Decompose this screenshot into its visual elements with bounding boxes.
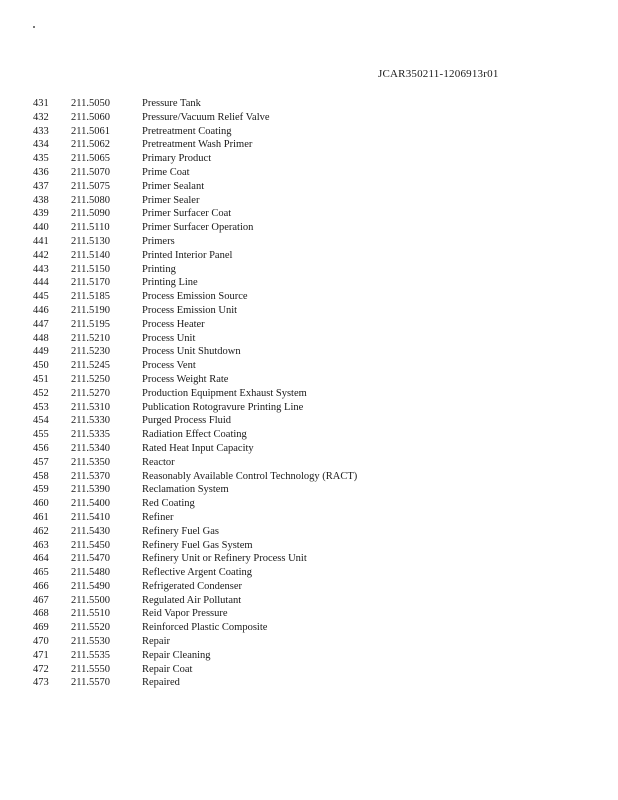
defined-term: Refinery Fuel Gas xyxy=(142,525,219,537)
entry-number: 466 xyxy=(33,580,49,592)
defined-term: Pretreatment Wash Primer xyxy=(142,139,253,151)
entry-number: 471 xyxy=(33,649,49,661)
entry-number: 457 xyxy=(33,456,49,468)
section-code: 211.5470 xyxy=(71,553,110,565)
entry-number: 448 xyxy=(33,332,49,344)
section-code: 211.5335 xyxy=(71,429,110,441)
section-code: 211.5050 xyxy=(71,98,110,109)
section-code: 211.5530 xyxy=(71,636,110,648)
section-code: 211.5500 xyxy=(71,594,110,606)
defined-term: Primers xyxy=(142,235,175,247)
defined-term: Repair Coat xyxy=(142,663,193,675)
entry-number: 433 xyxy=(33,125,49,137)
entry-number: 447 xyxy=(33,318,49,330)
section-code: 211.5520 xyxy=(71,622,110,634)
defined-term: Process Unit xyxy=(142,332,196,344)
entry-number: 465 xyxy=(33,567,49,579)
section-code: 211.5350 xyxy=(71,456,110,468)
entry-number: 454 xyxy=(33,415,49,427)
entry-number: 444 xyxy=(33,277,49,289)
defined-term: Publication Rotogravure Printing Line xyxy=(142,401,304,413)
defined-term: Prime Coat xyxy=(142,166,190,178)
entry-number: 463 xyxy=(33,539,49,551)
section-code: 211.5550 xyxy=(71,663,110,675)
section-code: 211.5570 xyxy=(71,677,110,689)
entry-number: 437 xyxy=(33,180,49,192)
defined-term: Regulated Air Pollutant xyxy=(142,594,242,606)
defined-term: Printing xyxy=(142,263,176,275)
defined-term: Pressure Tank xyxy=(142,98,201,109)
entry-number: 432 xyxy=(33,111,49,123)
defined-term: Process Heater xyxy=(142,318,205,330)
section-code: 211.5410 xyxy=(71,511,110,523)
entry-number: 434 xyxy=(33,139,49,151)
section-code: 211.5090 xyxy=(71,208,110,220)
defined-term: Primer Sealant xyxy=(142,180,205,192)
document-id: JCAR350211-1206913r01 xyxy=(378,68,499,80)
entry-number: 445 xyxy=(33,291,49,303)
entry-number: 470 xyxy=(33,636,49,648)
section-code: 211.5110 xyxy=(71,222,110,234)
entry-number: 464 xyxy=(33,553,49,565)
defined-term: Reclamation System xyxy=(142,484,229,496)
section-code: 211.5490 xyxy=(71,580,110,592)
defined-term: Pressure/Vacuum Relief Valve xyxy=(142,111,270,123)
section-code: 211.5130 xyxy=(71,235,110,247)
section-code: 211.5065 xyxy=(71,153,110,165)
entry-number: 435 xyxy=(33,153,49,165)
section-code: 211.5210 xyxy=(71,332,110,344)
entry-number: 472 xyxy=(33,663,49,675)
defined-term: Process Weight Rate xyxy=(142,373,229,385)
defined-term: Production Equipment Exhaust System xyxy=(142,387,307,399)
entry-number: 473 xyxy=(33,677,49,689)
entry-number: 451 xyxy=(33,373,49,385)
entry-number: 443 xyxy=(33,263,49,275)
section-code: 211.5430 xyxy=(71,525,110,537)
defined-term: Primer Sealer xyxy=(142,194,200,206)
section-code: 211.5340 xyxy=(71,442,110,454)
entry-number: 456 xyxy=(33,442,49,454)
section-code: 211.5060 xyxy=(71,111,110,123)
section-code: 211.5245 xyxy=(71,360,110,372)
section-code: 211.5270 xyxy=(71,387,110,399)
defined-term: Purged Process Fluid xyxy=(142,415,232,427)
section-code: 211.5535 xyxy=(71,649,110,661)
section-code: 211.5070 xyxy=(71,166,110,178)
entry-number: 442 xyxy=(33,249,49,261)
defined-term: Printed Interior Panel xyxy=(142,249,233,261)
defined-term: Refinery Fuel Gas System xyxy=(142,539,253,551)
defined-term: Reactor xyxy=(142,456,175,468)
entry-number: 455 xyxy=(33,429,49,441)
defined-term: Reasonably Available Control Technology (RACT) xyxy=(142,470,358,482)
section-code: 211.5230 xyxy=(71,346,110,358)
entry-number: 458 xyxy=(33,470,49,482)
section-code: 211.5510 xyxy=(71,608,110,620)
entry-number: 459 xyxy=(33,484,49,496)
entry-number: 462 xyxy=(33,525,49,537)
entry-number: 467 xyxy=(33,594,49,606)
section-code: 211.5140 xyxy=(71,249,110,261)
section-code: 211.5450 xyxy=(71,539,110,551)
section-code: 211.5330 xyxy=(71,415,110,427)
entry-number: 431 xyxy=(33,98,49,109)
section-code: 211.5390 xyxy=(71,484,110,496)
section-code: 211.5480 xyxy=(71,567,110,579)
section-code: 211.5185 xyxy=(71,291,110,303)
section-code: 211.5400 xyxy=(71,498,110,510)
section-code: 211.5190 xyxy=(71,304,110,316)
section-code: 211.5195 xyxy=(71,318,110,330)
section-code: 211.5170 xyxy=(71,277,110,289)
entry-number: 450 xyxy=(33,360,49,372)
entry-number: 441 xyxy=(33,235,49,247)
section-code: 211.5310 xyxy=(71,401,110,413)
section-code: 211.5150 xyxy=(71,263,110,275)
defined-term: Reinforced Plastic Composite xyxy=(142,622,268,634)
entry-number: 453 xyxy=(33,401,49,413)
entry-number: 439 xyxy=(33,208,49,220)
defined-term: Primary Product xyxy=(142,153,212,165)
section-code: 211.5061 xyxy=(71,125,110,137)
entry-number: 440 xyxy=(33,222,49,234)
entry-number: 449 xyxy=(33,346,49,358)
defined-term: Repair xyxy=(142,636,170,648)
defined-term: Radiation Effect Coating xyxy=(142,429,247,441)
defined-term: Process Unit Shutdown xyxy=(142,346,241,358)
section-code: 211.5250 xyxy=(71,373,110,385)
defined-term: Repair Cleaning xyxy=(142,649,211,661)
defined-term: Red Coating xyxy=(142,498,195,510)
defined-term: Pretreatment Coating xyxy=(142,125,232,137)
defined-term: Refinery Unit or Refinery Process Unit xyxy=(142,553,307,565)
defined-term: Primer Surfacer Coat xyxy=(142,208,232,220)
section-code: 211.5062 xyxy=(71,139,110,151)
section-code: 211.5370 xyxy=(71,470,110,482)
entry-number: 452 xyxy=(33,387,49,399)
defined-term: Process Emission Unit xyxy=(142,304,238,316)
entry-number: 469 xyxy=(33,622,49,634)
defined-term: Repaired xyxy=(142,677,180,689)
defined-term: Reflective Argent Coating xyxy=(142,567,253,579)
defined-term: Primer Surfacer Operation xyxy=(142,222,254,234)
section-code: 211.5075 xyxy=(71,180,110,192)
entry-number: 461 xyxy=(33,511,49,523)
entry-number: 446 xyxy=(33,304,49,316)
scan-speck xyxy=(33,26,35,28)
defined-term: Refrigerated Condenser xyxy=(142,580,243,592)
defined-term: Process Emission Source xyxy=(142,291,248,303)
entry-number: 438 xyxy=(33,194,49,206)
entry-number: 436 xyxy=(33,166,49,178)
defined-term: Printing Line xyxy=(142,277,198,289)
defined-term: Rated Heat Input Capacity xyxy=(142,442,254,454)
section-code: 211.5080 xyxy=(71,194,110,206)
defined-term: Refiner xyxy=(142,511,174,523)
entry-number: 468 xyxy=(33,608,49,620)
defined-term: Reid Vapor Pressure xyxy=(142,608,228,620)
defined-term: Process Vent xyxy=(142,360,196,372)
entry-number: 460 xyxy=(33,498,49,510)
